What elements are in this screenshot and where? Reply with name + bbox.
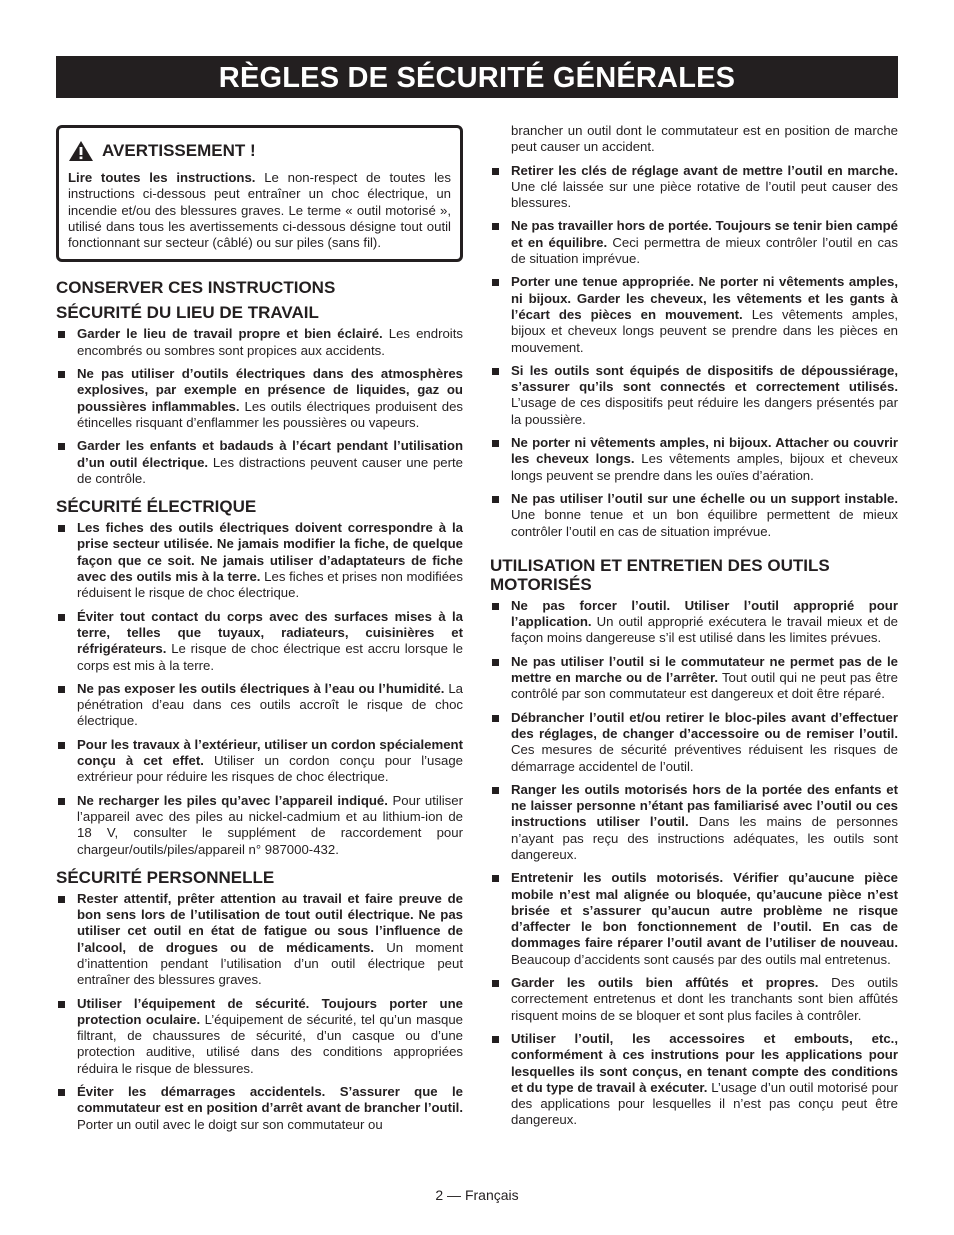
list-item: Utiliser l’outil, les accessoires et embouts, etc., conformément à ces instrutions pour les applications pour lesquelles ils sont conçus, en tenant compte des conditions et du type de travail à exécuter. L’usage d’un outil motorisé pour des applications pour lesquelles il n’est pas conçu peut être dangereux. bbox=[490, 1031, 898, 1129]
page-footer: 2 — Français bbox=[435, 1187, 519, 1203]
list-item: Ne pas forcer l’outil. Utiliser l’outil approprié pour l’application. Un outil approprié exécutera le travail mieux et de façon moins dangereuse s’il est utilisé dans les limites prévues. bbox=[490, 598, 898, 647]
list-item: Éviter tout contact du corps avec des surfaces mises à la terre, telles que tuyaux, radiateurs, cuisinières et réfrigérateurs. Le risque de choc électrique est accru lorsque le corps est mis à la terre. bbox=[56, 609, 463, 674]
list-item: Ranger les outils motorisés hors de la portée des enfants et ne laisser personne n’étant pas familiarisé avec l’outil ou ces instructions utiliser l’outil. Dans les mains de personnes n’ayant pas reçu des instructions adéquates, les outils sont dangereux. bbox=[490, 782, 898, 863]
list-item: Si les outils sont équipés de dispositifs de dépoussiérage, s’assurer qu’ils sont connectés et correctement utilisés. L’usage de ces dispositifs peut réduire les dangers présentés par la poussière. bbox=[490, 363, 898, 428]
list-item: Garder le lieu de travail propre et bien éclairé. Les endroits encombrés ou sombres sont propices aux accidents. bbox=[56, 326, 463, 359]
list-lieu bbox=[56, 326, 463, 487]
list-item: Entretenir les outils motorisés. Vérifier qu’aucune pièce mobile n’est mal alignée ou bloquée, qu’aucune pièce n’est brisée et s’assurer qu’aucun autre problème ne risque d’affecter le bon fonctionnement de l’outil. En cas de dommages faire réparer l’outil avant de l’utiliser de nouveau. Beaucoup d’accidents sont causés par des outils mal entretenus. bbox=[490, 870, 898, 968]
warning-heading: AVERTISSEMENT ! bbox=[102, 140, 256, 160]
list-item: Utiliser l’équipement de sécurité. Toujours porter une protection oculaire. L’équipement de sécurité, tel qu’un masque filtrant, de chaussures de sécurité, d’un casque ou d’une protection auditive, utilisé dans des conditions appropriées réduira le risque de blessures. bbox=[56, 996, 463, 1077]
list-item: Ne pas exposer les outils électriques à l’eau ou l’humidité. La pénétration d’eau dans ces outils accroît le risque de choc électrique. bbox=[56, 681, 463, 730]
section-heading-personnelle: SÉCURITÉ PERSONNELLE bbox=[56, 867, 275, 887]
list-utilisation bbox=[490, 598, 898, 1129]
warning-header bbox=[68, 140, 451, 162]
list-item: Ne porter ni vêtements amples, ni bijoux. Attacher ou couvrir les cheveux longs. Les vêtements amples, bijoux et cheveux longs peuvent se prendre dans les ouïes d’aération. bbox=[490, 435, 898, 484]
list-item: Ne pas utiliser d’outils électriques dans des atmosphères explosives, par exemple en présence de liquides, gaz ou poussières inflammables. Les outils électriques produisent des étincelles risquant d’enflammer les poussières ou vapeurs. bbox=[56, 366, 463, 431]
left-column bbox=[56, 123, 463, 1140]
list-item: Porter une tenue appropriée. Ne porter ni vêtements amples, ni bijoux. Garder les cheveux, les vêtements et les gants à l’écart des pièces en mouvement. Les vêtements amples, bijoux et cheveux longs peuvent se prendre dans les pièces en mouvement. bbox=[490, 274, 898, 355]
list-item: Ne pas utiliser l’outil si le commutateur ne permet pas de le mettre en marche ou de l’arrêter. Tout outil qui ne peut pas être contrôlé par son commutateur est dangereux et doit être réparé. bbox=[490, 654, 898, 703]
list-item: Ne pas utiliser l’outil sur une échelle ou un support instable. Une bonne tenue et un bon équilibre permettent de mieux contrôler l’outil en cas de situation imprévue. bbox=[490, 491, 898, 540]
section-heading-conserver: CONSERVER CES INSTRUCTIONS bbox=[56, 278, 336, 298]
list-item-continued: brancher un outil dont le commutateur est en position de marche peut causer un accident. bbox=[511, 123, 898, 155]
warning-box bbox=[56, 125, 463, 262]
list-item: Pour les travaux à l’extérieur, utiliser un cordon spécialement conçu à cet effet. Utiliser un cordon conçu pour l’usage extrérieur pour réduire les risques de choc électrique. bbox=[56, 737, 463, 786]
list-item: Garder les enfants et badauds à l’écart pendant l’utilisation d’un outil électrique. Les distractions peuvent causer une perte de contrôle. bbox=[56, 438, 463, 487]
right-column bbox=[490, 123, 898, 1136]
list-item: Garder les outils bien affûtés et propres. Des outils correctement entretenus et dont les tranchants sont bien affûtés risquent moins de se bloquer et sont plus faciles à contrôler. bbox=[490, 975, 898, 1024]
list-item: Retirer les clés de réglage avant de mettre l’outil en marche. Une clé laissée sur une pièce rotative de l’outil peut causer des blessures. bbox=[490, 163, 898, 212]
list-personnelle-continued bbox=[490, 123, 898, 540]
warning-text: Lire toutes les instructions. Le non-respect de toutes les instructions ci-dessous peut entraîner un choc électrique, un incendie et/ou des blessures graves. Le terme « outil motorisé », utilisé dans tous les avertissements ci-dessous désigne tout outil fonctionnant sur secteur (câblé) ou sur piles (sans fil). bbox=[68, 170, 451, 251]
list-item: Ne recharger les piles qu’avec l’appareil indiqué. Pour utiliser l’appareil avec des piles au nickel-cadmium et au lithium-ion de 18 V, consulter le supplément de raccordement pour chargeur/outils/piles/appareil n° 987000-432. bbox=[56, 793, 463, 858]
list-item: Débrancher l’outil et/ou retirer le bloc-piles avant d’effectuer des réglages, de changer d’accessoire ou de remiser l’outil. Ces mesures de sécurité préventives réduisent les risques de démarrage accidentel de l’outil. bbox=[490, 710, 898, 775]
warning-triangle-icon bbox=[68, 140, 94, 162]
section-heading-lieu: SÉCURITÉ DU LIEU DE TRAVAIL bbox=[56, 303, 319, 323]
list-electrique bbox=[56, 520, 463, 858]
list-item: Ne pas travailler hors de portée. Toujours se tenir bien campé et en équilibre. Ceci permettra de mieux contrôler l’outil en cas de situation imprévue. bbox=[490, 218, 898, 267]
list-personnelle bbox=[56, 891, 463, 1133]
list-item: Éviter les démarrages accidentels. S’assurer que le commutateur est en position d’arrêt avant de brancher l’outil. Porter un outil avec le doigt sur son commutateur ou bbox=[56, 1084, 463, 1133]
section-heading-utilisation: UTILISATION ET ENTRETIEN DES OUTILS MOTORISÉS bbox=[490, 555, 830, 594]
page-title: RÈGLES DE SÉCURITÉ GÉNÉRALES bbox=[56, 56, 898, 98]
list-item: Rester attentif, prêter attention au travail et faire preuve de bon sens lors de l’utilisation de tout outil électrique. Ne pas utiliser cet outil en état de fatigue ou sous l’influence de l’alcool, de drogues ou de médicaments. Un moment d’inattention pendant l’utilisation d’un outil électrique peut entraîner des blessures graves. bbox=[56, 891, 463, 989]
list-item: Les fiches des outils électriques doivent correspondre à la prise secteur utilisée. Ne jamais modifier la fiche, de quelque façon que ce soit. Ne jamais utiliser d’adaptateurs de fiche avec des outils mis à la terre. Les fiches et prises non modifiées réduisent le risque de choc électrique. bbox=[56, 520, 463, 601]
section-heading-electrique: SÉCURITÉ ÉLECTRIQUE bbox=[56, 497, 257, 517]
